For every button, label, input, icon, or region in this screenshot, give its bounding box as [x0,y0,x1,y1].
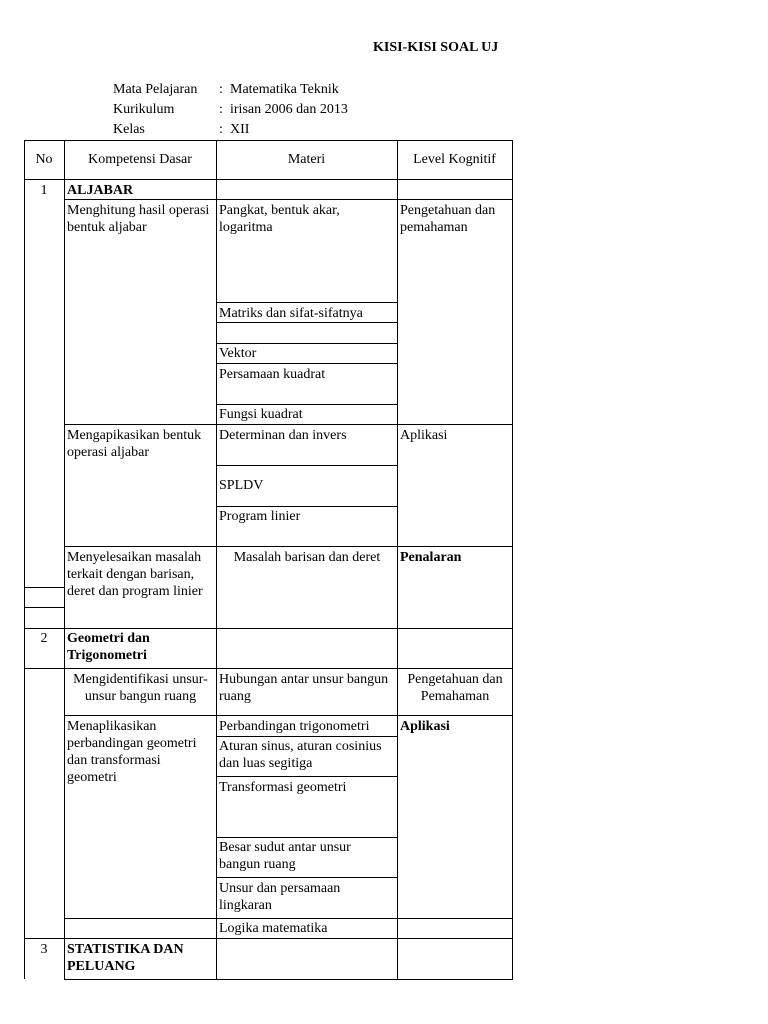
table-border [24,668,513,669]
kompetensi-dasar: Menghitung hasil operasi bentuk aljabar [67,203,210,235]
meta-value: irisan 2006 dan 2013 [230,102,348,117]
table-border [216,465,398,466]
table-border [24,607,64,608]
meta-value: Matematika Teknik [230,82,339,97]
meta-row-class [113,120,348,140]
level-kognitif: Aplikasi [400,428,448,443]
table-border [216,837,398,838]
table-border [64,979,513,980]
kompetensi-dasar: Mengapikasikan bentuk operasi aljabar [67,428,202,460]
materi-item: Determinan dan invers [219,428,347,443]
table-border [64,199,513,200]
table-border [64,715,513,716]
table-border [24,179,513,180]
table-border [24,140,513,141]
meta-label: Kelas [113,122,145,137]
section-number: 2 [40,631,48,646]
section-number: 3 [40,942,48,957]
level-kognitif: Aplikasi [400,719,450,734]
materi-item: Matriks dan sifat-sifatnya [219,306,363,321]
kompetensi-dasar: Mengidentifikasi unsur-unsur bangun ruang [73,672,208,704]
table-border [216,776,398,777]
materi-item: Masalah barisan dan deret [233,550,381,565]
table-border [64,918,513,919]
header-level-kognitif: Level Kognitif [413,152,496,167]
table-border [24,180,25,669]
materi-item: SPLDV [219,478,264,493]
header-no: No [35,152,53,167]
meta-separator: : [219,82,223,97]
table-border [216,506,398,507]
materi-item: Program linier [219,509,301,524]
materi-item: Vektor [219,346,257,361]
meta-label: Kurikulum [113,102,175,117]
meta-label: Mata Pelajaran [113,82,198,97]
meta-value: XII [230,122,250,137]
meta-row-subject [113,80,348,100]
table-border [216,736,398,737]
kompetensi-dasar: Menaplikasikan perbandingan geometri dan transformasi geometri [67,719,197,785]
materi-item: Perbandingan trigonometri [219,719,370,734]
document-meta [113,80,348,140]
table-border [24,938,513,939]
header-materi: Materi [287,152,326,167]
meta-separator: : [219,102,223,117]
materi-item: Besar sudut antar unsur bangun ruang [219,840,351,872]
table-border [64,140,65,980]
materi-item: Logika matematika [219,921,328,936]
table-border [512,140,513,980]
table-border [397,140,398,980]
section-title: Geometri dan Trigonometri [67,631,150,663]
meta-separator: : [219,122,223,137]
materi-item: Pangkat, bentuk akar, logaritma [219,203,340,235]
materi-item: Aturan sinus, aturan cosinius dan luas segitiga [219,739,382,771]
meta-row-curriculum [113,100,348,120]
table-border [64,424,513,425]
kisi-kisi-table [24,140,513,980]
materi-item: Unsur dan persamaan lingkaran [219,881,341,913]
table-border [64,546,513,547]
materi-item: Transformasi geometri [219,780,347,795]
table-border [216,322,398,323]
section-title: STATISTIKA DAN PELUANG [67,942,184,974]
table-border [216,363,398,364]
header-kompetensi-dasar: Kompetensi Dasar [88,152,192,167]
section-number: 1 [40,183,48,198]
table-border [216,343,398,344]
materi-item: Hubungan antar unsur bangun ruang [219,672,389,704]
table-border [24,669,25,979]
table-border [216,404,398,405]
materi-item: Fungsi kuadrat [219,407,303,422]
level-kognitif: Pengetahuan dan pemahaman [400,203,496,235]
kompetensi-dasar: Menyelesaikan masalah terkait dengan barisan, deret dan program linier [67,550,203,599]
table-border [24,587,64,588]
table-border [24,628,513,629]
materi-item: Persamaan kuadrat [219,367,326,382]
level-kognitif: Penalaran [400,550,462,565]
section-title: ALJABAR [67,183,134,198]
level-kognitif: Pengetahuan dan Pemahaman [407,672,503,704]
table-border [216,877,398,878]
table-border [216,302,398,303]
document-title: KISI-KISI SOAL UJ [373,40,499,55]
